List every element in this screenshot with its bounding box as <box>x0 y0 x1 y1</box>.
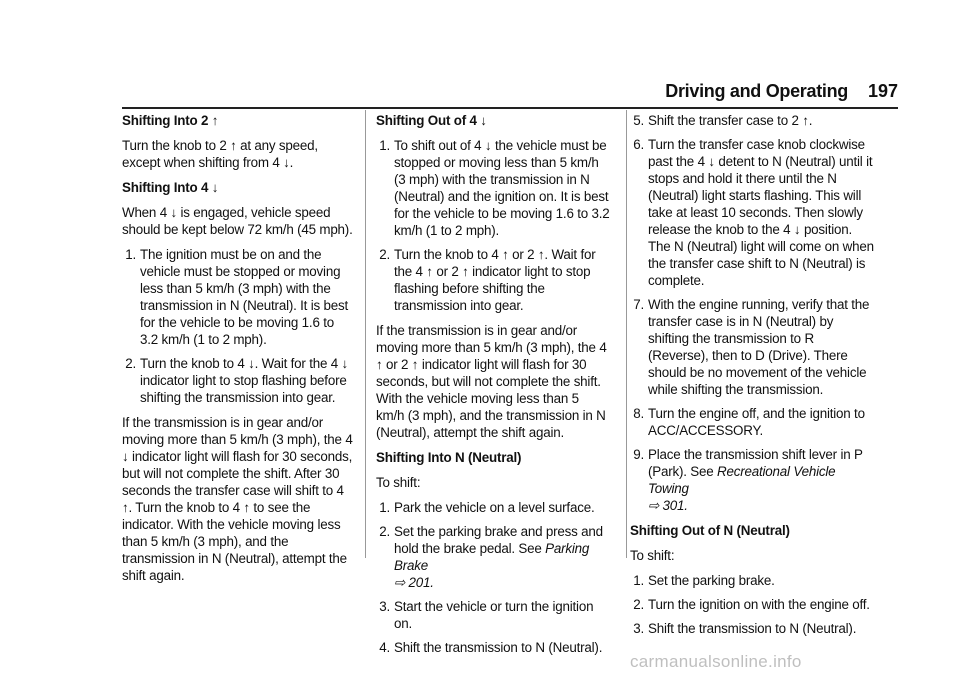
list-text: Turn the knob to 4 ↑ or 2 ↑. Wait for the 4 ↑ or 2 ↑ indicator light to stop flashing before shifting the transmission into gear. <box>394 247 596 313</box>
list-text: Place the transmission shift lever in P (Park). See <box>648 447 863 479</box>
list-item <box>630 620 876 637</box>
subheading: Shifting Into 4 ↓ <box>122 180 219 195</box>
list-item <box>122 246 354 348</box>
list-number: 2. <box>379 247 390 262</box>
list-text: Start the vehicle or turn the ignition on. <box>394 599 594 631</box>
watermark: carmanualsonline.info <box>630 652 802 671</box>
paragraph: If the transmission is in gear and/or moving more than 5 km/h (3 mph), the 4 ↑ or 2 ↑ indicator light will flash for 30 seconds, but will not complete the shift. With the vehicle moving less than 5 km/h (3 mph), and the transmission in N (Neutral), attempt the shift again. <box>376 323 607 440</box>
cross-reference-link[interactable]: Recreational Vehicle Towing <box>648 464 836 496</box>
column-divider <box>365 110 366 558</box>
list-text: Shift the transfer case to 2 ↑. <box>648 113 813 128</box>
list-number: 9. <box>633 447 644 462</box>
list-item <box>630 112 876 129</box>
list-number: 7. <box>633 297 644 312</box>
numbered-list <box>630 572 876 637</box>
list-text: To shift out of 4 ↓ the vehicle must be stopped or moving less than 5 km/h (3 mph) with the transmission in N (Neutral) and the ignition on. It is best for the vehicle to be moving 1.6 to 3.2 km/h (1 to 2 mph). <box>394 138 610 238</box>
page-header <box>0 80 960 110</box>
section-title: Driving and Operating <box>665 81 848 101</box>
paragraph: Turn the knob to 2 ↑ at any speed, except when shifting from 4 ↓. <box>122 138 318 170</box>
list-item <box>630 136 876 289</box>
numbered-list <box>376 137 610 314</box>
subheading: Shifting Out of N (Neutral) <box>630 523 790 538</box>
list-number: 3. <box>633 621 644 636</box>
list-number: 2. <box>633 597 644 612</box>
numbered-list <box>630 112 876 514</box>
list-item <box>376 499 610 516</box>
numbered-list <box>376 499 610 656</box>
list-item <box>376 523 610 591</box>
subheading: Shifting Into 2 ↑ <box>122 113 219 128</box>
list-number: 6. <box>633 137 644 152</box>
list-text: Turn the knob to 4 ↓. Wait for the 4 ↓ indicator light to stop flashing before shifting the transmission into gear. <box>140 356 348 405</box>
list-text: The ignition must be on and the vehicle must be stopped or moving less than 5 km/h (3 mph) with the transmission in N (Neutral). It is best for the vehicle to be moving 1.6 to 3.2 km/h (1 to 2 mph). <box>140 247 348 347</box>
subheading: Shifting Out of 4 ↓ <box>376 113 487 128</box>
paragraph: To shift: <box>630 548 675 563</box>
list-number: 5. <box>633 113 644 128</box>
list-item <box>630 405 876 439</box>
list-number: 1. <box>125 247 136 262</box>
list-number: 3. <box>379 599 390 614</box>
list-item <box>376 639 610 656</box>
list-item <box>122 355 354 406</box>
list-text: Park the vehicle on a level surface. <box>394 500 595 515</box>
column-2 <box>376 112 610 664</box>
page-number: 197 <box>867 81 898 101</box>
numbered-list <box>122 246 354 406</box>
list-number: 4. <box>379 640 390 655</box>
list-number: 1. <box>633 573 644 588</box>
paragraph: To shift: <box>376 475 421 490</box>
list-text: Turn the transfer case knob clockwise past the 4 ↓ detent to N (Neutral) until it stops and hold it there until the N (Neutral) light starts flashing. This will take at least 10 seconds. Then slowly release the knob to the 4 ↓ position. The N (Neutral) light will come on when the transfer case shift to N (Neutral) is complete. <box>648 137 874 288</box>
list-item <box>376 137 610 239</box>
list-text: Shift the transmission to N (Neutral). <box>394 640 603 655</box>
header-rule <box>122 107 898 109</box>
paragraph: If the transmission is in gear and/or moving more than 5 km/h (3 mph), the 4 ↓ indicator light will flash for 30 seconds, but will not complete the shift. After 30 seconds the transfer case will shift to 4 ↑. Turn the knob to 4 ↑ to see the indicator. With the vehicle moving less than 5 km/h (3 mph), and the transmission in N (Neutral), attempt the shift again. <box>122 415 353 583</box>
column-3 <box>630 112 876 645</box>
list-item <box>630 572 876 589</box>
page-reference-link[interactable]: ⇨ 301. <box>648 498 688 513</box>
list-number: 2. <box>379 524 390 539</box>
list-item <box>630 446 876 514</box>
list-number: 1. <box>379 500 390 515</box>
paragraph: When 4 ↓ is engaged, vehicle speed should be kept below 72 km/h (45 mph). <box>122 205 353 237</box>
list-number: 8. <box>633 406 644 421</box>
list-number: 1. <box>379 138 390 153</box>
column-1 <box>122 112 354 592</box>
list-text: Set the parking brake. <box>648 573 775 588</box>
list-number: 2. <box>125 356 136 371</box>
list-text: Turn the ignition on with the engine off. <box>648 597 870 612</box>
list-item <box>376 246 610 314</box>
column-divider <box>626 110 627 558</box>
list-text: Turn the engine off, and the ignition to ACC/ACCESSORY. <box>648 406 865 438</box>
cross-reference-link[interactable]: Parking Brake <box>394 541 590 573</box>
subheading: Shifting Into N (Neutral) <box>376 450 522 465</box>
list-text: Shift the transmission to N (Neutral). <box>648 621 857 636</box>
list-text: With the engine running, verify that the transfer case is in N (Neutral) by shifting the transmission to R (Reverse), then to D (Drive). There should be no movement of the vehicle while shifting the transmission. <box>648 297 870 397</box>
list-item <box>630 296 876 398</box>
list-text: Set the parking brake and press and hold the brake pedal. See <box>394 524 603 556</box>
list-item <box>376 598 610 632</box>
list-item <box>630 596 876 613</box>
page-reference-link[interactable]: ⇨ 201. <box>394 575 434 590</box>
